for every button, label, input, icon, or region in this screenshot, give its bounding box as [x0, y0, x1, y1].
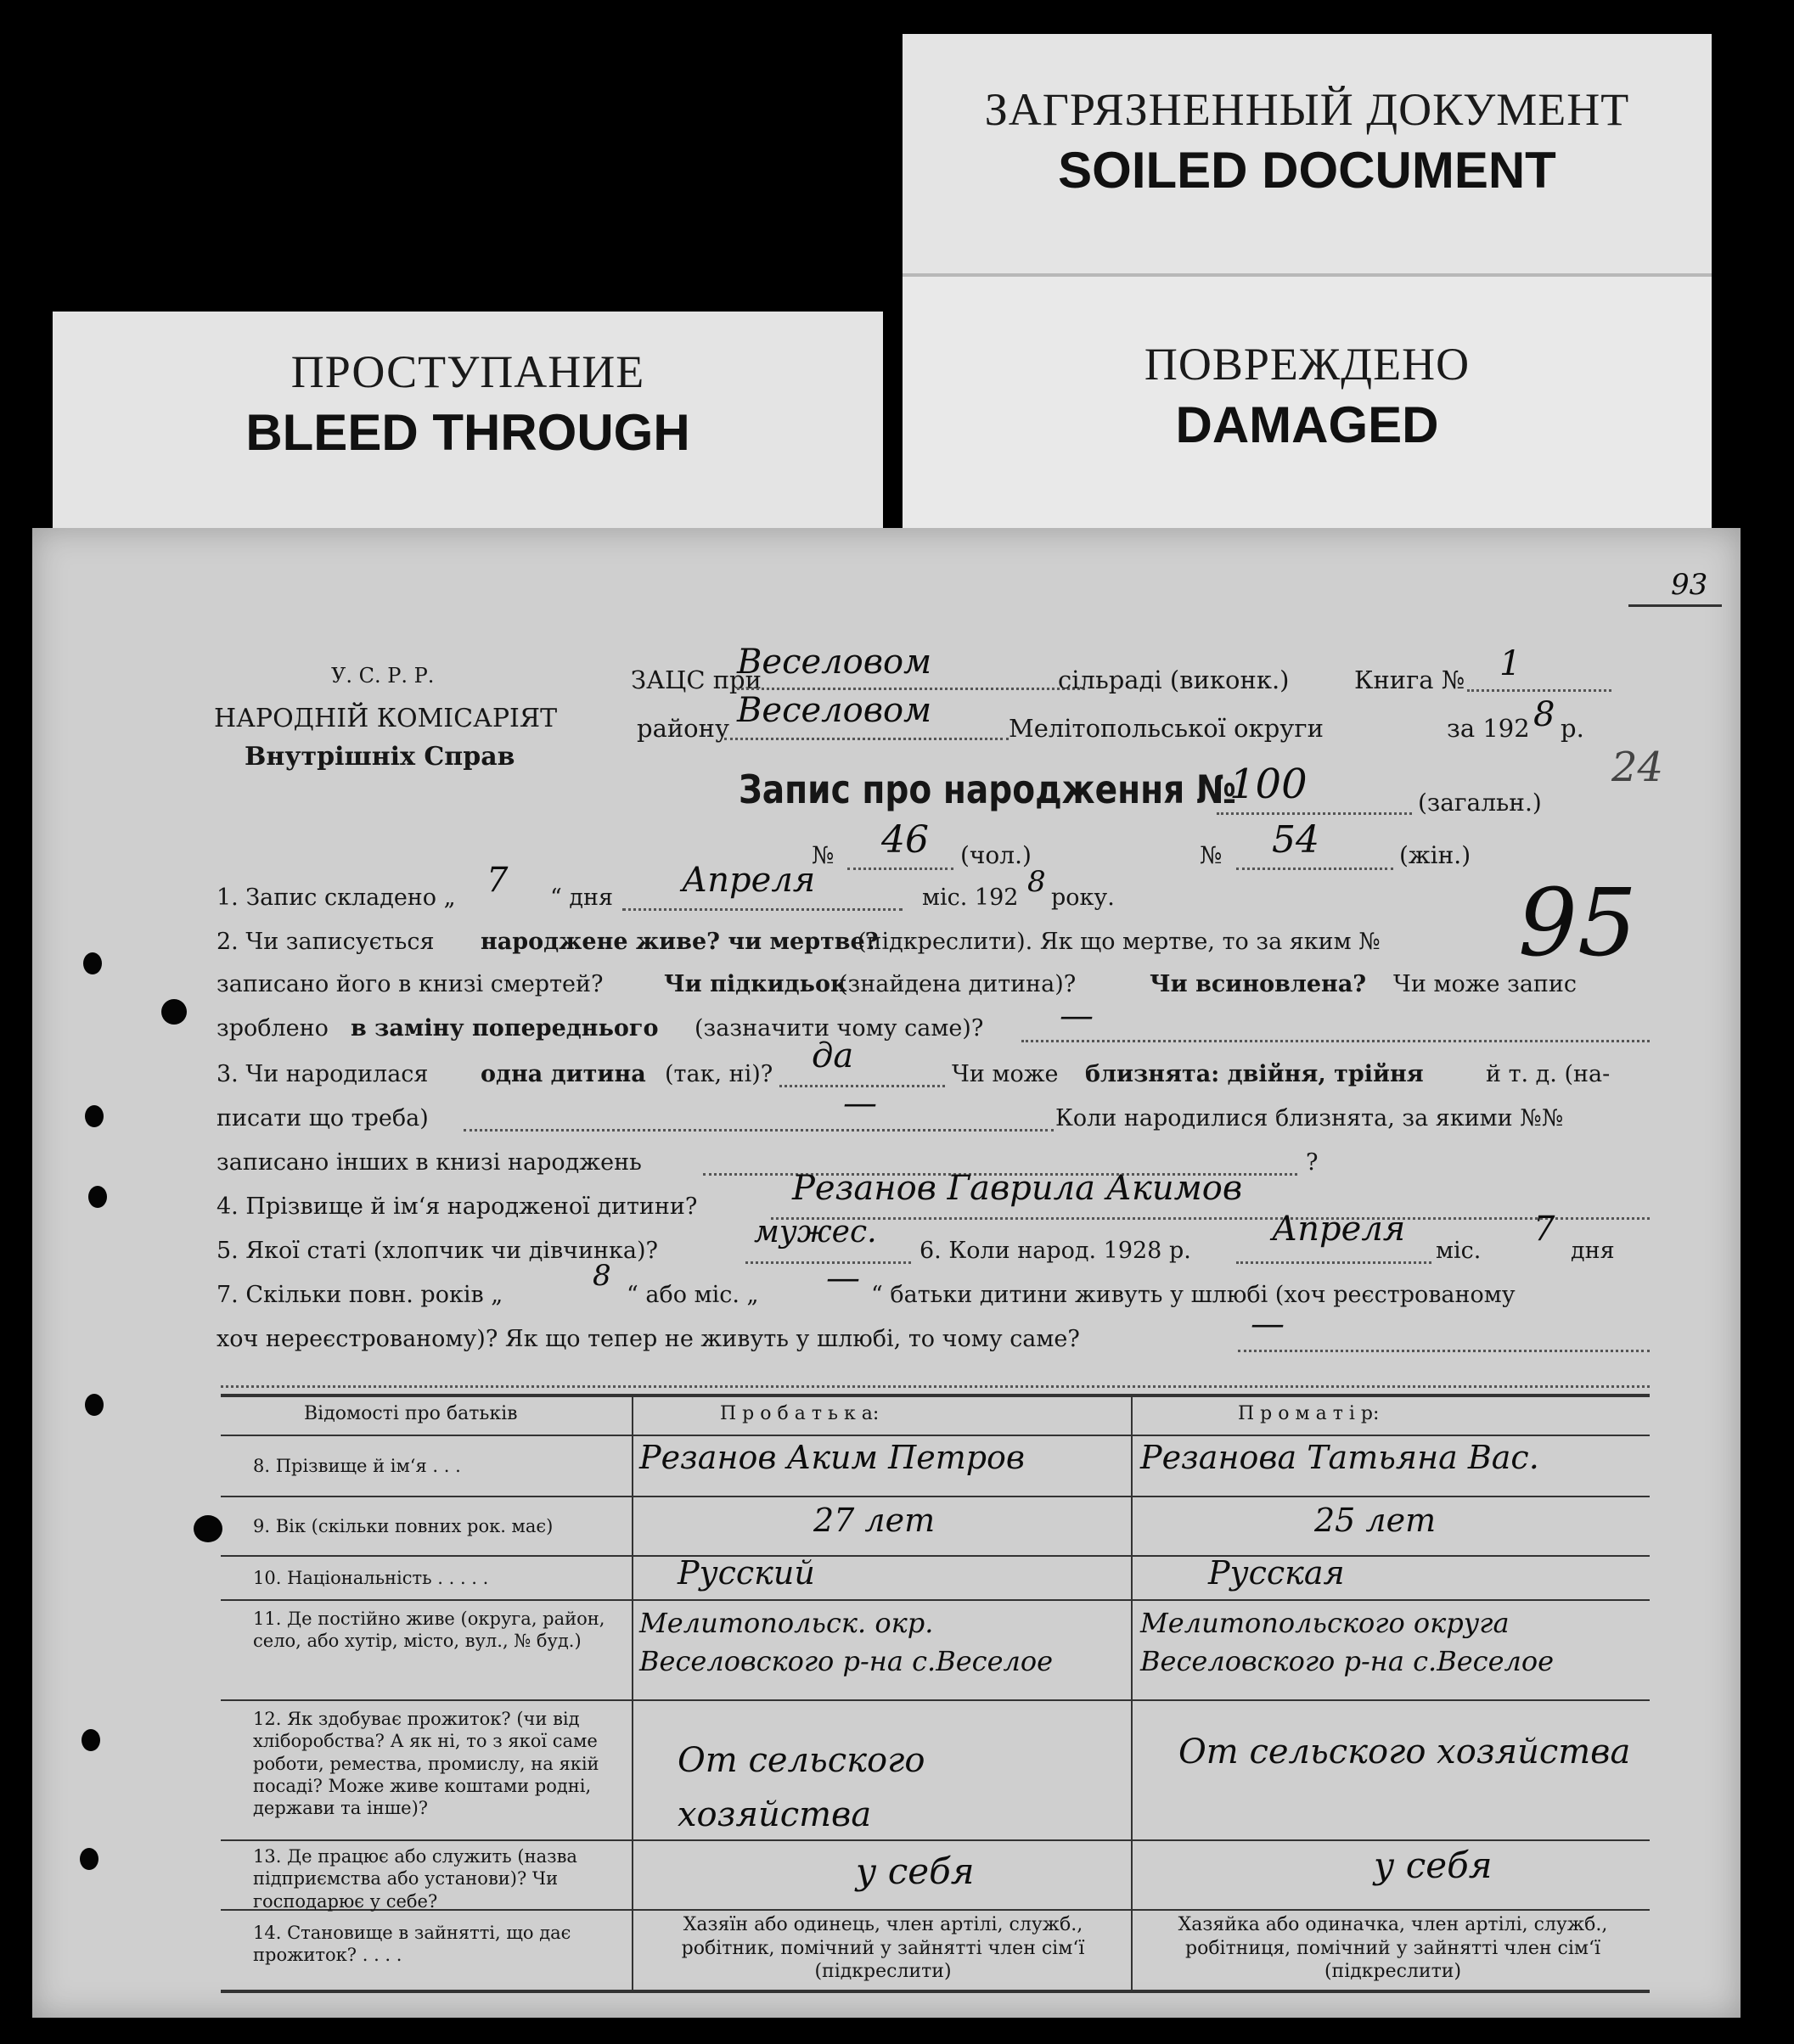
raion-value: Веселовом [737, 691, 932, 730]
item2-line2-c: (знайдена дитина)? [839, 971, 1077, 997]
total-dots [1217, 812, 1412, 815]
book-label: Книга № [1354, 665, 1465, 694]
punch-hole [88, 1186, 107, 1208]
archive-number-mid: 24 [1611, 744, 1664, 791]
female-count-suffix: (жін.) [1399, 841, 1471, 869]
record-total-value: 100 [1229, 761, 1308, 808]
mother-residence: Мелитопольского округа Веселовского р-на с.Веселое [1140, 1607, 1555, 1677]
item6-dnya: дня [1571, 1238, 1615, 1264]
father-livelihood: От сельского хозяйства [678, 1741, 925, 1834]
birth-record-sheet [32, 528, 1741, 2018]
table-row-border [221, 1699, 1650, 1701]
table-row-border [221, 1496, 1650, 1497]
punch-hole [83, 952, 102, 974]
item2-line3-value: — [1060, 997, 1094, 1036]
punch-hole [85, 1394, 104, 1416]
item1-label-c: міс. 192 [922, 884, 1019, 911]
female-dots [1236, 868, 1393, 870]
damaged-card [903, 273, 1712, 531]
father-nationality: Русский [678, 1554, 815, 1592]
item5-value: мужес. [754, 1215, 877, 1249]
item2-line2-d: Чи всиновлена? [1150, 971, 1367, 997]
table-row-label: 12. Як здобуває прожиток? (чи від хліборобства? А як ні, то з якої саме роботи, ремества, промислу, на якій посаді? Може живе коштами родні, держави та інше)? [253, 1709, 599, 1818]
item2-line3-a: зроблено [217, 1015, 329, 1042]
mother-employment-status: Хазяйка або одиначка, член артілі, служб., робітниця, помічний у зайнятті член сім‘ї (підкреслити) [1178, 1914, 1608, 1982]
bleed-label-ru: ПРОСТУПАНИЕ [290, 346, 645, 397]
archive-underline [1628, 604, 1722, 607]
item3-line1-f: й т. д. (на- [1486, 1061, 1611, 1087]
father-name: Резанов Аким Петров [639, 1439, 1026, 1476]
archive-number-big: 95 [1518, 868, 1637, 977]
item3-line3-b: ? [1306, 1149, 1319, 1176]
soiled-label-en: SOILED DOCUMENT [1058, 142, 1556, 199]
item4-dots [771, 1217, 1650, 1220]
ussr-label: У. С. Р. Р. [331, 664, 435, 688]
soiled-document-card [903, 34, 1712, 273]
item7-dots-2 [221, 1385, 1650, 1388]
archive-number-top: 93 [1671, 568, 1708, 602]
item7-years: 8 [593, 1259, 611, 1293]
damaged-label-ru: ПОВРЕЖДЕНО [1144, 339, 1471, 390]
item2-line3-c: (зазначити чому саме)? [695, 1015, 984, 1042]
male-count-label: № [812, 841, 835, 869]
table-row-label: 13. Де працює або служить (назва підприємства або установи)? Чи господарює у себе? [253, 1846, 577, 1912]
raion-dots [724, 738, 1009, 740]
item2-line2-e: Чи може запис [1393, 971, 1577, 997]
item7-line1-c: “ батьки дитини живуть у шлюбі (хоч реєстрованому [871, 1282, 1516, 1308]
father-age: 27 лет [813, 1502, 936, 1539]
item4-label: 4. Прізвище й ім‘я народженої дитини? [217, 1193, 698, 1220]
table-header-border [221, 1435, 1650, 1436]
mother-nationality: Русская [1208, 1554, 1345, 1592]
punch-hole [194, 1515, 222, 1542]
table-row-label: 11. Де постійно живе (округа, район, село, або хутір, місто, вул., № буд.) [253, 1609, 605, 1652]
item7-line2-value: — [1251, 1305, 1285, 1344]
item7-line1-b: “ або міс. „ [627, 1282, 759, 1308]
table-header-mother: П р о м а т і р: [1238, 1403, 1380, 1424]
item6-mis: міс. [1436, 1238, 1482, 1264]
item5-label: 5. Якої статі (хлопчик чи дівчинка)? [217, 1238, 658, 1264]
table-bottom-border [221, 1990, 1650, 1993]
item1-day: 7 [486, 861, 509, 900]
mother-age: 25 лет [1314, 1502, 1437, 1539]
item3-line1-value: да [812, 1036, 854, 1075]
mother-livelihood: От сельского хозяйства [1178, 1732, 1631, 1772]
zags-dots [737, 688, 1085, 690]
soiled-label-ru: ЗАГРЯЗНЕННЫЙ ДОКУМЕНТ [984, 84, 1630, 135]
affairs-label: Внутрішніх Справ [245, 742, 515, 772]
table-column-divider [632, 1394, 633, 1990]
record-total-suffix: (загальн.) [1418, 789, 1542, 817]
item6-dots [1236, 1261, 1431, 1264]
item7-line2-a: хоч нереєстрованому)? Як що тепер не живуть у шлюбі, то чому саме? [217, 1326, 1080, 1352]
father-residence: Мелитопольск. окр. Веселовского р-на с.Веселое [639, 1607, 1054, 1677]
punch-hole [85, 1105, 104, 1127]
okrug-label: Мелітопольської округи [1009, 714, 1324, 743]
male-count-value: 46 [881, 818, 929, 862]
item3-line2-a: писати що треба) [217, 1105, 429, 1132]
zags-value: Веселовом [737, 643, 932, 682]
table-row-label: 8. Прізвище й ім‘я . . . [253, 1456, 461, 1476]
table-header-father: П р о б а т ь к а: [720, 1403, 880, 1424]
item2-line1-c: (підкреслити). Як що мертве, то за яким № [858, 929, 1381, 955]
item2-line2-b: Чи підкидьок [664, 971, 847, 997]
item6-month: Апреля [1272, 1210, 1406, 1249]
book-dots [1467, 689, 1611, 692]
year-suffix: р. [1561, 714, 1584, 743]
year-value: 8 [1533, 695, 1555, 734]
table-row-label: 10. Національність . . . . . [253, 1568, 489, 1588]
item2-dots [1021, 1040, 1650, 1042]
item3-line2-b: Коли народилися близнята, за якими №№ [1055, 1105, 1564, 1132]
item3-line1-d: Чи може [952, 1061, 1059, 1087]
item1-label-b: “ дня [550, 884, 614, 911]
commissariat-label: НАРОДНІЙ КОМІСАРІЯТ [214, 704, 558, 733]
table-row-border [221, 1555, 1650, 1557]
item3-line1-b: одна дитина [481, 1061, 646, 1087]
table-column-divider [1131, 1394, 1133, 1990]
zags-label: ЗАЦС при [631, 665, 762, 694]
item1-dots [622, 908, 903, 911]
mother-workplace: у себя [1374, 1845, 1493, 1886]
table-row-border [221, 1599, 1650, 1601]
item2-line1-a: 2. Чи записується [217, 929, 435, 955]
bleed-label-en: BLEED THROUGH [245, 404, 690, 461]
item1-label-d: року. [1051, 884, 1115, 911]
year-label: за 192 [1447, 714, 1530, 743]
table-top-border [221, 1394, 1650, 1397]
item6-label: 6. Коли народ. 1928 р. [919, 1238, 1191, 1264]
mother-name: Резанова Татьяна Вас. [1140, 1439, 1539, 1476]
item3-dots-2 [464, 1129, 1054, 1132]
item3-line1-a: 3. Чи народилася [217, 1061, 429, 1087]
item1-label-a: 1. Запис складено „ [217, 884, 456, 911]
selrada-label: сільраді (виконк.) [1058, 665, 1290, 694]
female-count-label: № [1200, 841, 1223, 869]
item7-line1-a: 7. Скільки повн. років „ [217, 1282, 503, 1308]
book-value: 1 [1499, 644, 1521, 683]
item3-line2-value: — [843, 1084, 877, 1123]
record-title: Запис про народження № [739, 766, 1236, 812]
item1-month: Апреля [682, 861, 816, 900]
punch-hole [82, 1729, 100, 1751]
item3-line3-a: записано інших в книзі народжень [217, 1149, 642, 1176]
item3-line1-c: (так, ні)? [665, 1061, 773, 1087]
item2-line2-a: записано його в книзі смертей? [217, 971, 604, 997]
punch-hole [80, 1848, 98, 1870]
item7-dots [1238, 1350, 1650, 1352]
male-dots [847, 868, 953, 870]
male-count-suffix: (чол.) [960, 841, 1032, 869]
item1-year: 8 [1027, 865, 1046, 899]
item2-line1-b: народжене живе? чи мертве? [481, 929, 879, 955]
father-employment-status: Хазяїн або одинець, член артілі, служб., робітник, помічний у зайнятті член сім‘ї (підкреслити) [681, 1914, 1085, 1982]
raion-label: району [637, 714, 730, 743]
item3-line1-e: близнята: двійня, трійня [1085, 1061, 1424, 1087]
item2-line3-b: в заміну попереднього [351, 1015, 659, 1042]
bleed-through-card [53, 312, 883, 553]
punch-hole [161, 999, 187, 1025]
damaged-label-en: DAMAGED [1175, 396, 1439, 453]
item7-months: — [826, 1259, 860, 1298]
table-row-label: 9. Вік (скільки повних рок. має) [253, 1516, 554, 1536]
father-workplace: у себя [856, 1850, 975, 1892]
table-header-info: Відомості про батьків [304, 1403, 518, 1424]
female-count-value: 54 [1272, 818, 1319, 862]
item4-value: Резанов Гаврила Акимов [792, 1169, 1243, 1208]
table-row-label: 14. Становище в зайнятті, що дає прожиток? . . . . [253, 1923, 571, 1966]
item6-day: 7 [1533, 1210, 1555, 1249]
